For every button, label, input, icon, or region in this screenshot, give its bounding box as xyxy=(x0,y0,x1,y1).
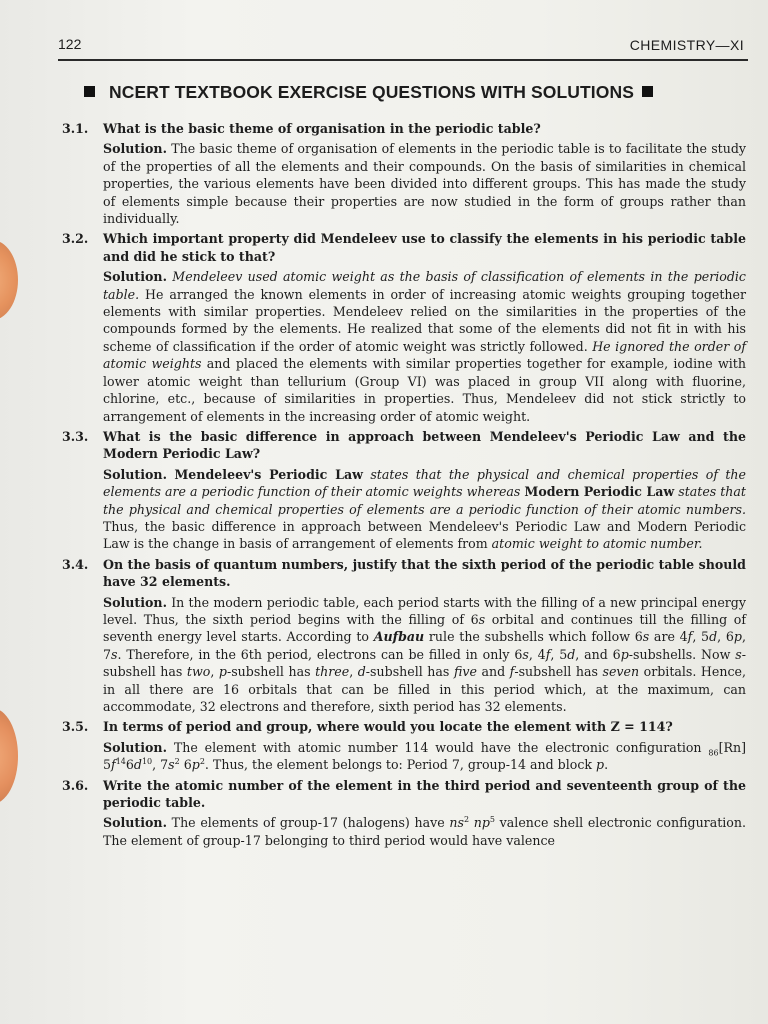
text-run: p xyxy=(191,757,200,773)
solution-body xyxy=(103,269,746,423)
text-run: . Therefore, in the 6th period, electrons can be filled in only 6 xyxy=(117,646,523,662)
book-title: CHEMISTRY—XI xyxy=(629,37,744,53)
text-run: np xyxy=(473,815,490,831)
question-item xyxy=(62,120,746,227)
text-run: f xyxy=(509,664,515,680)
text-run: s xyxy=(168,757,175,773)
text-run: ns xyxy=(449,815,464,831)
question-number: 3.3. xyxy=(62,428,89,444)
text-run: 14 xyxy=(115,757,126,767)
text-run: f xyxy=(545,646,551,662)
text-run: s xyxy=(478,611,486,627)
question-item xyxy=(62,556,746,716)
question-number: 3.1. xyxy=(62,121,89,136)
text-run: p xyxy=(596,757,605,773)
text-run: states that the physical and chemical properties of the elements are a periodic function of their atomic weights whereas xyxy=(103,466,746,500)
solution-text xyxy=(103,739,746,774)
text-run: 6 xyxy=(179,757,192,773)
text-run: . Thus, the element belongs to: Period 7, group-14 and block xyxy=(204,757,597,773)
text-run: s xyxy=(642,629,650,645)
text-run: , 6 xyxy=(717,629,734,645)
question-text: What is the basic theme of organisation in the periodic table? xyxy=(103,121,541,136)
text-run: . xyxy=(604,757,609,773)
text-run: -subshell has xyxy=(365,664,454,680)
text-run: Mendeleev's Periodic Law xyxy=(174,466,363,482)
text-run: He ignored the order of atomic weights xyxy=(103,338,746,372)
text-run: p xyxy=(218,664,227,680)
solution-body xyxy=(103,595,746,714)
solution-text xyxy=(103,268,746,425)
text-run: valence shell electronic configuration. The element of group-17 belonging to third period would have valence xyxy=(103,815,746,848)
solution-body xyxy=(103,815,746,847)
text-run: , 5 xyxy=(550,646,568,662)
text-run: 86 xyxy=(708,748,719,758)
question-number: 3.5. xyxy=(62,719,89,735)
question-item xyxy=(62,777,746,850)
question-number: 3.6. xyxy=(62,777,89,793)
question-list xyxy=(62,120,746,852)
text-run: 2 xyxy=(463,815,470,825)
text-run: s xyxy=(522,646,529,662)
solution-text xyxy=(103,594,746,716)
text-run: atomic weight to atomic number. xyxy=(491,536,703,552)
solution-text xyxy=(103,140,746,227)
solution-text xyxy=(103,814,746,849)
section-heading xyxy=(84,82,744,110)
text-run: orbital and continues till the filling of seventh energy level starts. According to xyxy=(103,611,746,645)
text-run: d xyxy=(133,757,142,773)
square-bullet-icon xyxy=(642,86,653,97)
solution-body: The basic theme of organisation of elements in the periodic table is to facilitate the study of the properties of all the elements and their compounds. On the basis of similarities in chemical properties, the various elements have been divided into different groups. This has made the study of elements simple because their properties are now studied in the form of groups rather than individually. xyxy=(103,141,747,227)
text-run: 2 xyxy=(174,757,180,767)
header-rule xyxy=(58,59,748,61)
question-text: Which important property did Mendeleev use to classify the elements in his periodic table and did he stick to that? xyxy=(103,231,746,264)
question-text: On the basis of quantum numbers, justify that the sixth period of the periodic table should have 32 elements. xyxy=(103,556,746,590)
text-run: [Rn] 5 xyxy=(103,739,746,773)
text-run: Aufbau xyxy=(373,629,425,645)
text-run: rule the subshells which follow 6 xyxy=(424,629,643,645)
text-run: , and 6 xyxy=(575,646,621,662)
text-run: -subshell has xyxy=(226,664,316,680)
text-run: are 4 xyxy=(649,629,688,645)
question-number: 3.4. xyxy=(62,556,89,572)
question-item xyxy=(62,428,746,553)
question-item xyxy=(62,230,746,424)
question-text: Write the atomic number of the element in the third period and seventeenth group of the periodic table. xyxy=(103,777,746,811)
page-number: 122 xyxy=(58,36,82,52)
text-run: 5 xyxy=(489,815,495,825)
text-run: Thus, the basic difference in approach between Mendeleev's Periodic Law and Modern Periodic Law is the change in basis of arrangement of elements from xyxy=(103,518,746,552)
question-number: 3.2. xyxy=(62,231,89,247)
text-run: d xyxy=(567,646,576,662)
text-run: five xyxy=(453,664,477,680)
square-bullet-icon xyxy=(84,86,95,97)
section-title: NCERT TEXTBOOK EXERCISE QUESTIONS WITH SOLUTIONS xyxy=(109,82,634,102)
text-run: He arranged the known elements in order of increasing atomic weights grouping together elements with similar properties. Mendeleev relied on the similarities in the properties of the compounds formed by the elements. He realized that some of the elements did not fit in with his scheme of classification if the order of atomic weight was strictly followed. xyxy=(103,286,746,354)
solution-text xyxy=(103,466,746,553)
text-run: states that the physical and chemical properties of elements are a periodic function of their atomic numbers. xyxy=(103,484,746,517)
text-run: The element with atomic number 114 would have the electronic configuration xyxy=(173,739,709,755)
solution-label: Solution. xyxy=(103,141,167,157)
solution-label: Solution. xyxy=(103,739,167,755)
question-text: In terms of period and group, where would you locate the element with Z = 114? xyxy=(103,719,673,735)
question-item xyxy=(62,718,746,773)
text-run: , 7 xyxy=(152,757,169,773)
text-run: -subshell has xyxy=(103,646,746,680)
text-run: , xyxy=(349,664,358,680)
text-run: Mendeleev used atomic weight as the basis of classification of elements in the periodic table. xyxy=(103,269,746,302)
page-header xyxy=(58,32,744,60)
thumb-left-bottom xyxy=(0,708,18,804)
text-run: , 5 xyxy=(692,629,710,645)
solution-label: Solution. xyxy=(103,466,167,482)
solution-label: Solution. xyxy=(103,594,167,610)
text-run: 6 xyxy=(125,757,134,773)
text-run: f xyxy=(111,757,116,773)
text-run: d xyxy=(709,629,718,645)
text-run: s xyxy=(735,646,742,662)
text-run: and xyxy=(476,664,510,680)
question-text: What is the basic difference in approach between Mendeleev's Periodic Law and the Modern Periodic Law? xyxy=(103,428,746,462)
text-run: -subshell has xyxy=(514,664,603,680)
text-run: d xyxy=(357,664,366,680)
text-run: , xyxy=(210,664,219,680)
text-run: In the modern periodic table, each period starts with the filling of a new principal energy level. Thus, the sixth period begins with the filling of 6 xyxy=(103,594,746,627)
text-run: and placed the elements with similar properties together for example, iodine with lower atomic weight than tellurium (Group VI) was placed in group VII along with fluorine, chlorine, etc., because of similarities in properties. Thus, Mendeleev did not stick strictly to arrangement of elements in the increasing order of atomic weight. xyxy=(103,356,746,424)
text-run: 10 xyxy=(141,757,153,767)
text-run: Modern Periodic Law xyxy=(524,484,675,500)
text-run: , 7 xyxy=(103,629,746,662)
text-run: s xyxy=(111,646,118,662)
text-run: 2 xyxy=(199,757,205,767)
text-run: p xyxy=(733,629,742,645)
text-run: p xyxy=(620,646,629,662)
solution-label: Solution. xyxy=(103,269,167,285)
solution-body xyxy=(103,740,746,772)
text-run: f xyxy=(687,629,693,645)
text-run: , 4 xyxy=(528,646,546,662)
solution-label: Solution. xyxy=(103,815,167,831)
solution-body xyxy=(103,467,746,552)
text-run: two xyxy=(186,664,211,680)
text-run: -subshells. Now xyxy=(628,646,736,662)
text-run: orbitals. Hence, in all there are 16 orbitals that can be filled in this period which, at the maximum, can accommodate, 32 electrons and therefore, sixth period has 32 elements. xyxy=(103,664,746,714)
text-run: seven xyxy=(602,664,640,680)
thumb-left-top xyxy=(0,240,18,320)
text-run: The elements of group-17 (halogens) have xyxy=(171,815,450,831)
text-run: three xyxy=(315,664,350,680)
